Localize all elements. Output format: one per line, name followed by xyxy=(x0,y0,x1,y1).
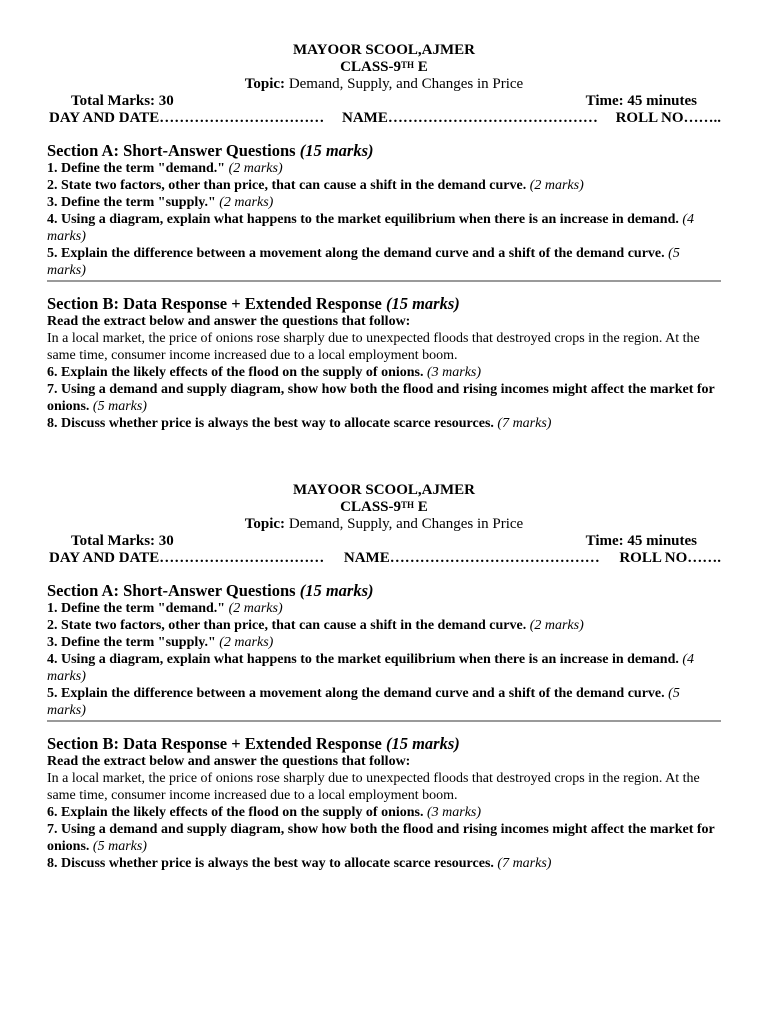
day-date-field: DAY AND DATE…………………………… xyxy=(49,550,325,566)
extract-instruction: Read the extract below and answer the questions that follow: xyxy=(47,314,411,329)
extract-instruction: Read the extract below and answer the questions that follow: xyxy=(47,754,411,769)
question-paper-copy-2 xyxy=(47,482,721,872)
extract-text: In a local market, the price of onions rose sharply due to unexpected floods that destroyed crops in the region. At the same time, consumer income increased due to a local employment boom. xyxy=(47,771,700,803)
time-allowed: Time: 45 minutes xyxy=(585,533,697,549)
question-3: 3. Define the term "supply." (2 marks) xyxy=(47,195,274,210)
class-prefix: CLASS-9 xyxy=(340,59,402,75)
class-prefix: CLASS-9 xyxy=(340,499,402,515)
question-2: 2. State two factors, other than price, that can cause a shift in the demand curve. (2 marks) xyxy=(47,178,584,193)
question-5: 5. Explain the difference between a movement along the demand curve and a shift of the demand curve. (5 marks) xyxy=(47,686,680,718)
question-paper-copy-1 xyxy=(47,42,721,432)
topic-line xyxy=(47,76,721,93)
class-line xyxy=(47,499,721,516)
section-divider xyxy=(47,280,721,282)
question-7: 7. Using a demand and supply diagram, show how both the flood and rising incomes might affect the market for onions. (5 marks) xyxy=(47,382,715,414)
student-details-row xyxy=(49,110,721,127)
class-line xyxy=(47,59,721,76)
question-8: 8. Discuss whether price is always the best way to allocate scarce resources. (7 marks) xyxy=(47,416,552,431)
section-a-title: Section A: Short-Answer Questions (15 marks) xyxy=(47,581,374,600)
marks-time-row xyxy=(47,93,721,110)
extract-text: In a local market, the price of onions rose sharply due to unexpected floods that destroyed crops in the region. At the same time, consumer income increased due to a local employment boom. xyxy=(47,331,700,363)
class-superscript: TH xyxy=(401,500,415,510)
roll-no-field: ROLL NO…….. xyxy=(615,110,721,126)
total-marks: Total Marks: 30 xyxy=(71,93,174,109)
question-5: 5. Explain the difference between a movement along the demand curve and a shift of the demand curve. (5 marks) xyxy=(47,246,680,278)
school-name: MAYOOR SCOOL,AJMER xyxy=(293,42,475,58)
school-name: MAYOOR SCOOL,AJMER xyxy=(293,482,475,498)
day-date-field: DAY AND DATE…………………………… xyxy=(49,110,325,126)
class-superscript: TH xyxy=(401,60,415,70)
section-a-title: Section A: Short-Answer Questions (15 marks) xyxy=(47,141,374,160)
question-1: 1. Define the term "demand." (2 marks) xyxy=(47,161,283,176)
topic-label: Topic: xyxy=(244,76,286,92)
question-2: 2. State two factors, other than price, that can cause a shift in the demand curve. (2 marks) xyxy=(47,618,584,633)
question-4: 4. Using a diagram, explain what happens to the market equilibrium when there is an increase in demand. (4 marks) xyxy=(47,212,695,244)
time-allowed: Time: 45 minutes xyxy=(585,93,697,109)
section-divider xyxy=(47,720,721,722)
class-suffix: E xyxy=(414,499,428,515)
roll-no-field: ROLL NO……. xyxy=(619,550,721,566)
topic-line xyxy=(47,516,721,533)
question-3: 3. Define the term "supply." (2 marks) xyxy=(47,635,274,650)
student-details-row xyxy=(49,550,721,567)
question-1: 1. Define the term "demand." (2 marks) xyxy=(47,601,283,616)
marks-time-row xyxy=(47,533,721,550)
question-7: 7. Using a demand and supply diagram, show how both the flood and rising incomes might affect the market for onions. (5 marks) xyxy=(47,822,715,854)
topic-value: Demand, Supply, and Changes in Price xyxy=(285,516,524,532)
question-6: 6. Explain the likely effects of the flood on the supply of onions. (3 marks) xyxy=(47,805,482,820)
question-6: 6. Explain the likely effects of the flood on the supply of onions. (3 marks) xyxy=(47,365,482,380)
class-suffix: E xyxy=(414,59,428,75)
section-b-title: Section B: Data Response + Extended Response (15 marks) xyxy=(47,734,460,753)
question-4: 4. Using a diagram, explain what happens to the market equilibrium when there is an increase in demand. (4 marks) xyxy=(47,652,695,684)
name-field: NAME…………………………………… xyxy=(343,550,600,566)
section-b-title: Section B: Data Response + Extended Response (15 marks) xyxy=(47,294,460,313)
name-field: NAME…………………………………… xyxy=(342,110,598,126)
question-8: 8. Discuss whether price is always the best way to allocate scarce resources. (7 marks) xyxy=(47,856,552,871)
topic-value: Demand, Supply, and Changes in Price xyxy=(285,76,524,92)
topic-label: Topic: xyxy=(244,516,286,532)
total-marks: Total Marks: 30 xyxy=(71,533,174,549)
